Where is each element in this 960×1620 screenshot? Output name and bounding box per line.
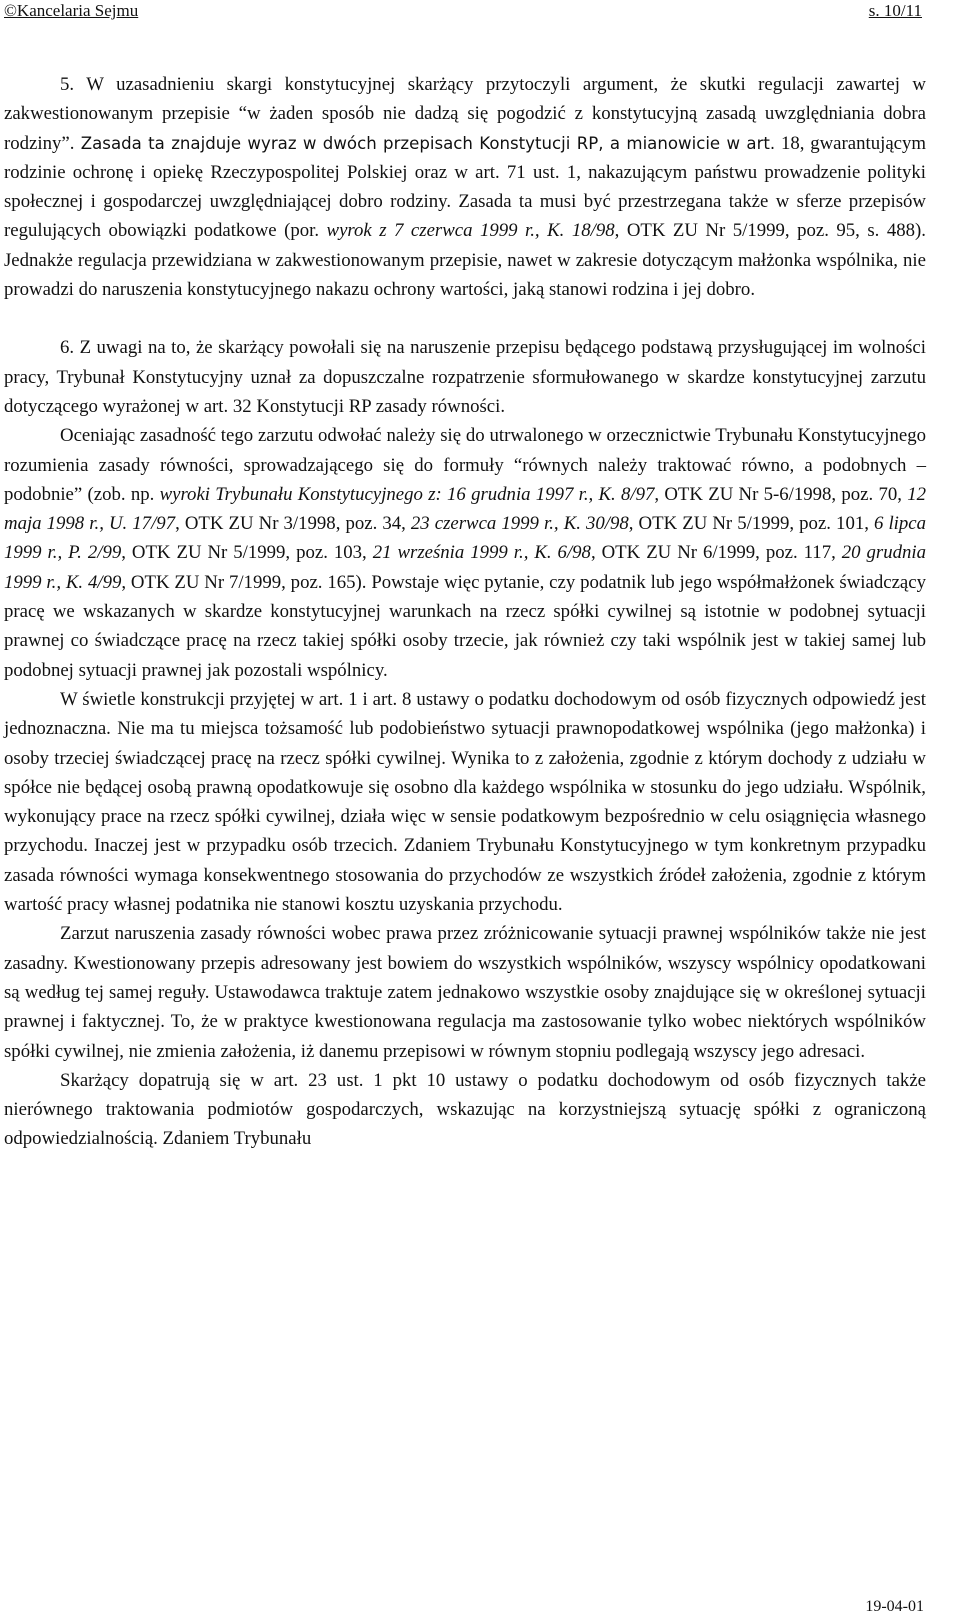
citation-italic: 12 maja 1998 r., U. 17/97 xyxy=(4,483,926,535)
paragraph-5-text-a: 5. W uzasadnieniu skargi konstytucyjnej skarżący przytoczyli argument, że skutki regulacji zawartej w zakwestionowanym przepisie “w żaden sposób nie dadzą się pogodzić z konstytucyjną zasadą uwzględniania dobra rodziny”. xyxy=(4,74,926,154)
paragraph-8: W świetle konstrukcji przyjętej w art. 1 i art. 8 ustawy o podatku dochodowym od osób fizycznych odpowiedź jest jednoznaczna. Nie ma tu miejsca tożsamość lub podobieństwo sytuacji prawnopodatkowej wspólnika (jego małżonka) i osoby trzeciej świadczącej pracę na rzecz spółki cywilnej. Wynika to z założenia, zgodnie z którym dochody z udziału w spółce nie będącej osobą prawną opodatkowuje się osobno dla każdego wspólnika w stosunku do jego udziału. Wspólnik, wykonujący prace na rzecz spółki cywilnej, działa więc w sensie podatkowym bezpośrednio w celu osiągnięcia własnego przychodu. Inaczej jest w przypadku osób trzecich. Zdaniem Trybunału Konstytucyjnego w tym konkretnym przypadku zasada równości wymaga konsekwentnego stosowania do przychodów ze wszystkich źródeł założenia, zgodnie z którym wartość pracy własnej podatnika nie stanowi kosztu uzyskania przychodu. xyxy=(4,688,926,916)
document-body xyxy=(4,70,926,1154)
paragraph-7-text-a: Oceniając zasadność tego zarzutu odwołać należy się do utrwalonego w orzecznictwie Trybunału Konstytucyjnego rozumienia zasady równości, sprowadzającego się do formuły “równych należy traktować równo, a podobnych – podobnie” (zob. np. xyxy=(4,425,926,505)
citation-italic: wyrok z 7 czerwca 1999 r., K. 18/98 xyxy=(326,220,615,242)
header-source: ©Kancelaria Sejmu xyxy=(4,1,139,20)
paragraph-6: 6. Z uwagi na to, że skarżący powołali się na naruszenie przepisu będącego podstawą przysługującej im wolności pracy, Trybunał Konstytucyjny uznał za dopuszczalne rozpatrzenie sformułowanego w skardze konstytucyjnej zarzutu dotyczącego wyrażonej w art. 32 Konstytucji RP zasady równości. xyxy=(4,337,926,417)
citation-italic: 23 czerwca 1999 r., K. 30/98 xyxy=(410,513,629,535)
paragraph-5-text-b: Zasada ta znajduje wyraz w dwóch przepisach Konstytucji RP, a mianowicie w art. xyxy=(74,133,776,153)
paragraph-7-text-g: , OTK ZU Nr 5/1999, poz. 101, xyxy=(628,513,874,535)
page-header xyxy=(4,0,922,22)
paragraph-7-text-k: , OTK ZU Nr 6/1999, poz. 117, xyxy=(590,542,842,564)
paragraph-7 xyxy=(4,421,926,685)
paragraph-5-text-c: 18, gwarantującym rodzinie ochronę i opiekę Rzeczypospolitej Polskiej oraz w art. 71 ust. 1, nakazującym państwu prowadzenie polityki społecznej i gospodarczej uwzględniającej dobro rodziny. Zasada ta musi być przestrzegana także w sferze przepisów regulujących obowiązki podatkowe (por. xyxy=(4,132,927,242)
paragraph-7-text-i: , OTK ZU Nr 5/1999, poz. 103, xyxy=(121,542,373,564)
paragraph-7-text-m: , OTK ZU Nr 7/1999, poz. 165). Powstaje więc pytanie, czy podatnik lub jego współmałżonek świadczący pracę we wskazanych w skardze konstytucyjnej warunkach na rzecz spółki cywilnej są istotnie w podobnej sytuacji prawnej co świadczące pracę na rzecz takiej spółki osoby trzecie, jak również czy taki wspólnik jest w takiej samej lub podobnej sytuacji prawnej jak pozostali wspólnicy. xyxy=(4,571,926,681)
paragraph-7-text-e: , OTK ZU Nr 3/1998, poz. 34, xyxy=(175,513,411,535)
paragraph-10: Skarżący dopatrują się w art. 23 ust. 1 pkt 10 ustawy o podatku dochodowym od osób fizycznych także nierównego traktowania podmiotów gospodarczych, wskazując na korzystniejszą sytuację spółki z ograniczoną odpowiedzialnością. Zdaniem Trybunału xyxy=(4,1069,926,1150)
citation-italic: 6 lipca 1999 r., P. 2/99 xyxy=(4,513,927,564)
paragraph-5-text-e: , OTK ZU Nr 5/1999, poz. 95, s. 488). Jednakże regulacja przewidziana w zakwestionowanym przepisie, nawet w zakresie dotyczącym małżonka wspólnika, nie prowadzi do naruszenia konstytucyjnego nakazu ochrony wartości, jaką stanowi rodzina i jej dobro. xyxy=(4,220,926,301)
citation-italic: 20 grudnia 1999 r., K. 4/99 xyxy=(4,542,926,593)
citation-italic: wyroki Trybunału Konstytucyjnego z: 16 grudnia 1997 r., K. 8/97 xyxy=(159,483,655,505)
paragraph-7-text-c: , OTK ZU Nr 5-6/1998, poz. 70, xyxy=(654,483,908,505)
citation-italic: 21 września 1999 r., K. 6/98 xyxy=(372,542,591,564)
paragraph-5 xyxy=(4,70,926,304)
header-page-number: s. 10/11 xyxy=(868,1,922,20)
paragraph-9: Zarzut naruszenia zasady równości wobec prawa przez zróżnicowanie sytuacji prawnej wspólników także nie jest zasadny. Kwestionowany przepis adresowany jest bowiem do wszystkich wspólników, wszyscy wspólnicy opodatkowani są według tej samej reguły. Ustawodawca traktuje zatem jednakowo wszystkie osoby znajdujące się w określonej sytuacji prawnej i faktycznej. To, że w praktyce kwestionowana regulacja ma zastosowanie tylko wobec niektórych wspólników spółki cywilnej, nie zmienia założenia, iż danemu przepisowi w równym stopniu podlegają wszyscy jego adresaci. xyxy=(4,923,926,1062)
footer-date: 19-04-01 xyxy=(865,1598,924,1615)
